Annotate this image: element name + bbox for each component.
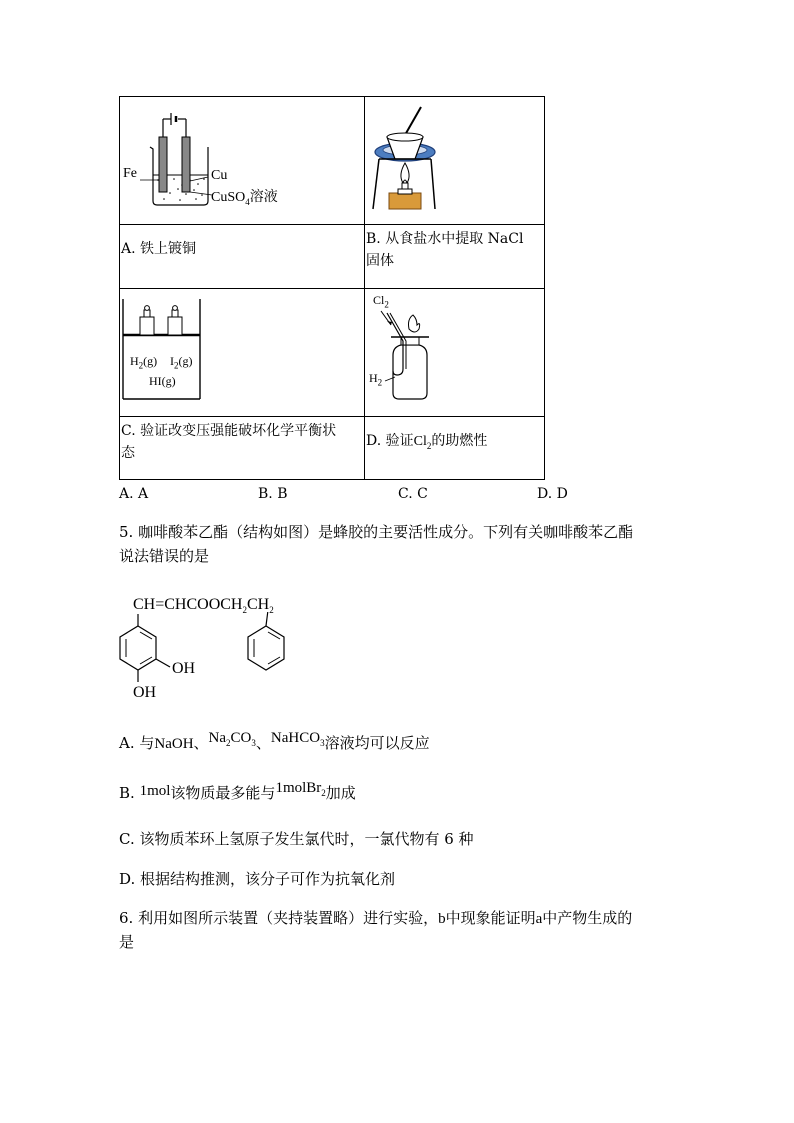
label-cuso4: CuSO$_4$溶液 bbox=[211, 189, 278, 207]
q6-stem-line1: 6. 利用如图所示装置（夹持装置略）进行实验，b中现象能证明a中产物生成的 bbox=[119, 909, 633, 927]
caption-c-line2: 态 bbox=[121, 445, 135, 461]
caption-a: A. 铁上镀铜 bbox=[121, 241, 197, 257]
label-hig: HI(g) bbox=[149, 374, 176, 388]
q5-option-c: C. 该物质苯环上氢原子发生氯代时，一氯代物有 6 种 bbox=[119, 830, 474, 848]
label-fe: Fe bbox=[123, 166, 137, 181]
label-cu: Cu bbox=[211, 168, 228, 183]
cell-a-caption bbox=[119, 224, 365, 289]
cell-b-image bbox=[364, 96, 545, 225]
oh-label-1: OH bbox=[172, 660, 196, 677]
q5-option-b: B. 1mol该物质最多能与1molBr$_2$加成 bbox=[119, 780, 356, 802]
q6-stem-line2: 是 bbox=[119, 933, 135, 951]
q5-option-d: D. 根据结构推测，该分子可作为抗氧化剂 bbox=[119, 870, 396, 888]
label-h2g: $H_2(g)$ bbox=[130, 354, 158, 371]
cell-c-caption bbox=[119, 416, 365, 480]
apparatus-table bbox=[119, 96, 545, 480]
label-i2g: $I_2(g)$ bbox=[170, 354, 193, 371]
cell-b-caption bbox=[364, 224, 545, 289]
cell-a-image bbox=[119, 96, 365, 225]
caption-d: D. 验证$Cl_2$的助燃性 bbox=[366, 433, 488, 451]
option-c: C. C bbox=[398, 486, 428, 502]
oh-label-2: OH bbox=[133, 684, 157, 701]
cell-c-image bbox=[119, 288, 365, 417]
evaporation-diagram bbox=[365, 97, 544, 224]
cell-d-image bbox=[364, 288, 545, 417]
caption-b-line2: 固体 bbox=[366, 253, 394, 269]
combustion-diagram bbox=[365, 289, 544, 416]
caption-c-line1: C. 验证改变压强能破坏化学平衡状 bbox=[121, 423, 337, 439]
option-d: D. D bbox=[537, 486, 568, 502]
structure-chain: $CH=CHCOOCH_2CH_2$ bbox=[133, 596, 274, 616]
label-h2: $H_2$ bbox=[369, 371, 383, 388]
q5-option-a: A. 与NaOH、$Na_2CO_3$、NaHCO$_3$溶液均可以反应 bbox=[119, 730, 430, 752]
equilibrium-diagram bbox=[120, 289, 364, 416]
option-a: A. A bbox=[119, 486, 149, 502]
option-b: B. B bbox=[258, 486, 288, 502]
q5-stem-line2: 说法错误的是 bbox=[119, 547, 210, 565]
q5-stem-line1: 5. 咖啡酸苯乙酯（结构如图）是蜂胶的主要活性成分。下列有关咖啡酸苯乙酯 bbox=[119, 523, 634, 541]
cell-d-caption bbox=[364, 416, 545, 480]
label-cl2: $Cl_2$ bbox=[373, 293, 389, 310]
caption-b-line1: B. 从食盐水中提取 NaCl bbox=[366, 231, 524, 247]
